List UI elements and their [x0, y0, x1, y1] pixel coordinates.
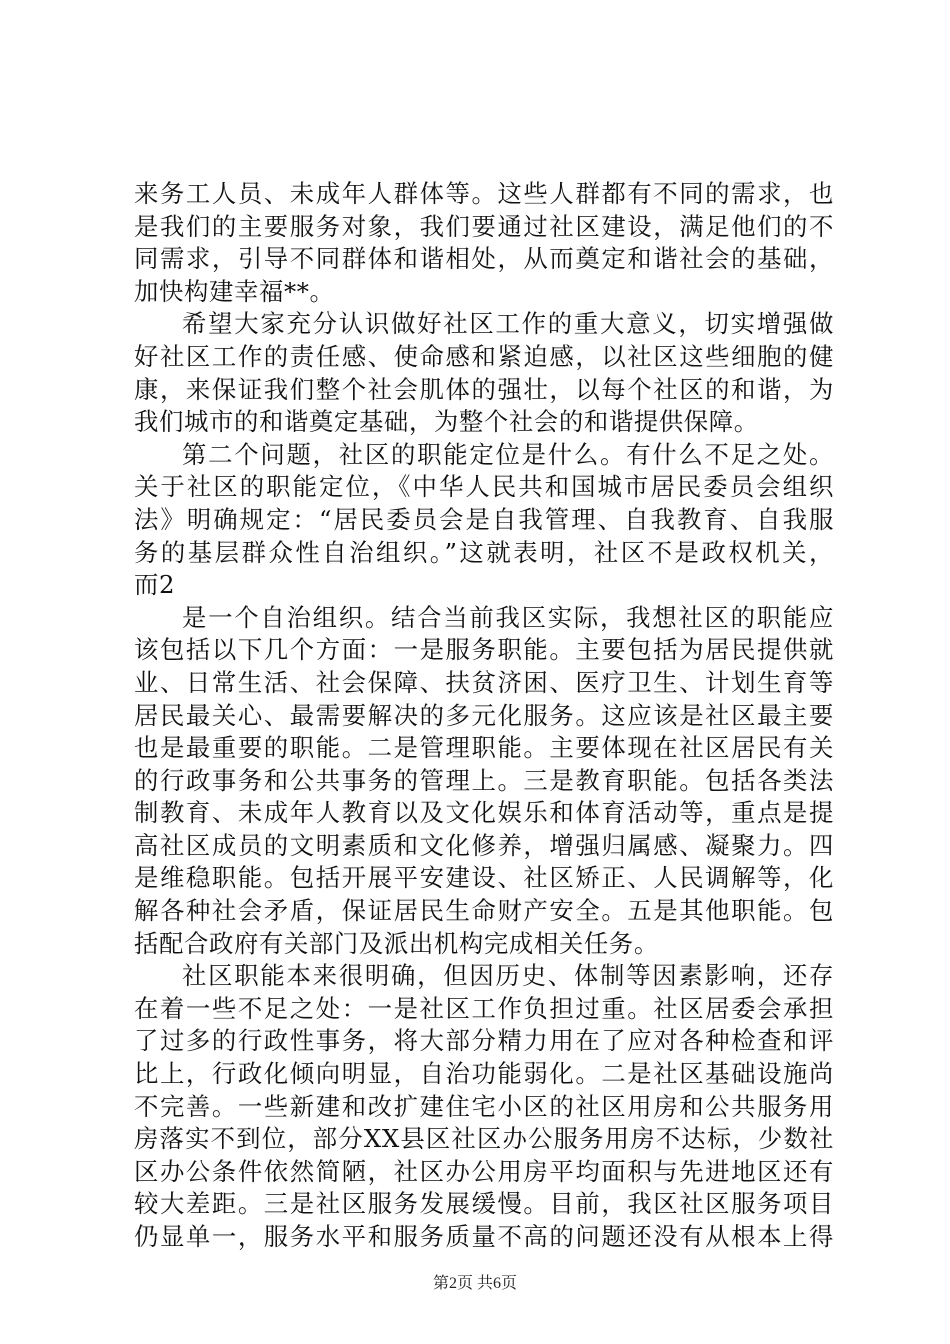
- text-line: 康，来保证我们整个社会肌体的强壮，以每个社区的和谐，为: [134, 374, 834, 404]
- text-line: 是维稳职能。包括开展平安建设、社区矫正、人民调解等，化: [134, 863, 834, 893]
- text-line: 高社区成员的文明素质和文化修养，增强归属感、凝聚力。四: [134, 830, 834, 860]
- text-line: 关于社区的职能定位，《中华人民共和国城市居民委员会组织: [134, 472, 834, 502]
- text-line: 好社区工作的责任感、使命感和紧迫感，以社区这些细胞的健: [134, 341, 834, 371]
- text-line: 也是最重要的职能。二是管理职能。主要体现在社区居民有关: [134, 733, 834, 763]
- text-line: 解各种社会矛盾，保证居民生命财产安全。五是其他职能。包: [134, 896, 834, 926]
- text-line: 在着一些不足之处：一是社区工作负担过重。社区居委会承担: [134, 993, 834, 1023]
- document-body: [134, 178, 834, 1254]
- text-line: 加快构建幸福**。: [134, 276, 335, 306]
- text-line: 是我们的主要服务对象，我们要通过社区建设，满足他们的不: [134, 211, 834, 241]
- text-line: 是一个自治组织。结合当前我区实际，我想社区的职能应: [182, 602, 834, 632]
- text-line: 而2: [134, 570, 176, 600]
- text-line: 业、日常生活、社会保障、扶贫济困、医疗卫生、计划生育等: [134, 667, 834, 697]
- text-line: 同需求，引导不同群体和谐相处，从而奠定和谐社会的基础，: [134, 244, 834, 274]
- text-line: 括配合政府有关部门及派出机构完成相关任务。: [134, 928, 659, 958]
- text-line: 较大差距。三是社区服务发展缓慢。目前，我区社区服务项目: [134, 1189, 834, 1219]
- text-line: 区办公条件依然简陋，社区办公用房平均面积与先进地区还有: [134, 1156, 834, 1186]
- text-line: 的行政事务和公共事务的管理上。三是教育职能。包括各类法: [134, 765, 834, 795]
- text-line: 制教育、未成年人教育以及文化娱乐和体育活动等，重点是提: [134, 798, 834, 828]
- text-line: 社区职能本来很明确，但因历史、体制等因素影响，还存: [182, 961, 834, 991]
- text-line: 房落实不到位，部分XX县区社区办公服务用房不达标，少数社: [134, 1124, 834, 1154]
- text-line: 我们城市的和谐奠定基础，为整个社会的和谐提供保障。: [134, 407, 759, 437]
- text-line: 希望大家充分认识做好社区工作的重大意义，切实增强做: [182, 309, 834, 339]
- text-line: 务的基层群众性自治组织。”这就表明，社区不是政权机关，: [134, 537, 834, 567]
- text-line: 第二个问题，社区的职能定位是什么。有什么不足之处。: [182, 439, 834, 469]
- text-line: 比上，行政化倾向明显，自治功能弱化。二是社区基础设施尚: [134, 1059, 834, 1089]
- text-line: 仍显单一，服务水平和服务质量不高的问题还没有从根本上得: [134, 1222, 834, 1251]
- text-line: 来务工人员、未成年人群体等。这些人群都有不同的需求，也: [134, 179, 834, 208]
- text-line: 法》明确规定：“居民委员会是自我管理、自我教育、自我服: [134, 504, 834, 534]
- text-line: 了过多的行政性事务，将大部分精力用在了应对各种检查和评: [134, 1026, 834, 1056]
- text-line: 该包括以下几个方面：一是服务职能。主要包括为居民提供就: [134, 635, 834, 665]
- text-line: 不完善。一些新建和改扩建住宅小区的社区用房和公共服务用: [134, 1091, 834, 1121]
- text-line: 居民最关心、最需要解决的多元化服务。这应该是社区最主要: [134, 700, 834, 730]
- page-footer: 第2页 共6页: [432, 1275, 517, 1292]
